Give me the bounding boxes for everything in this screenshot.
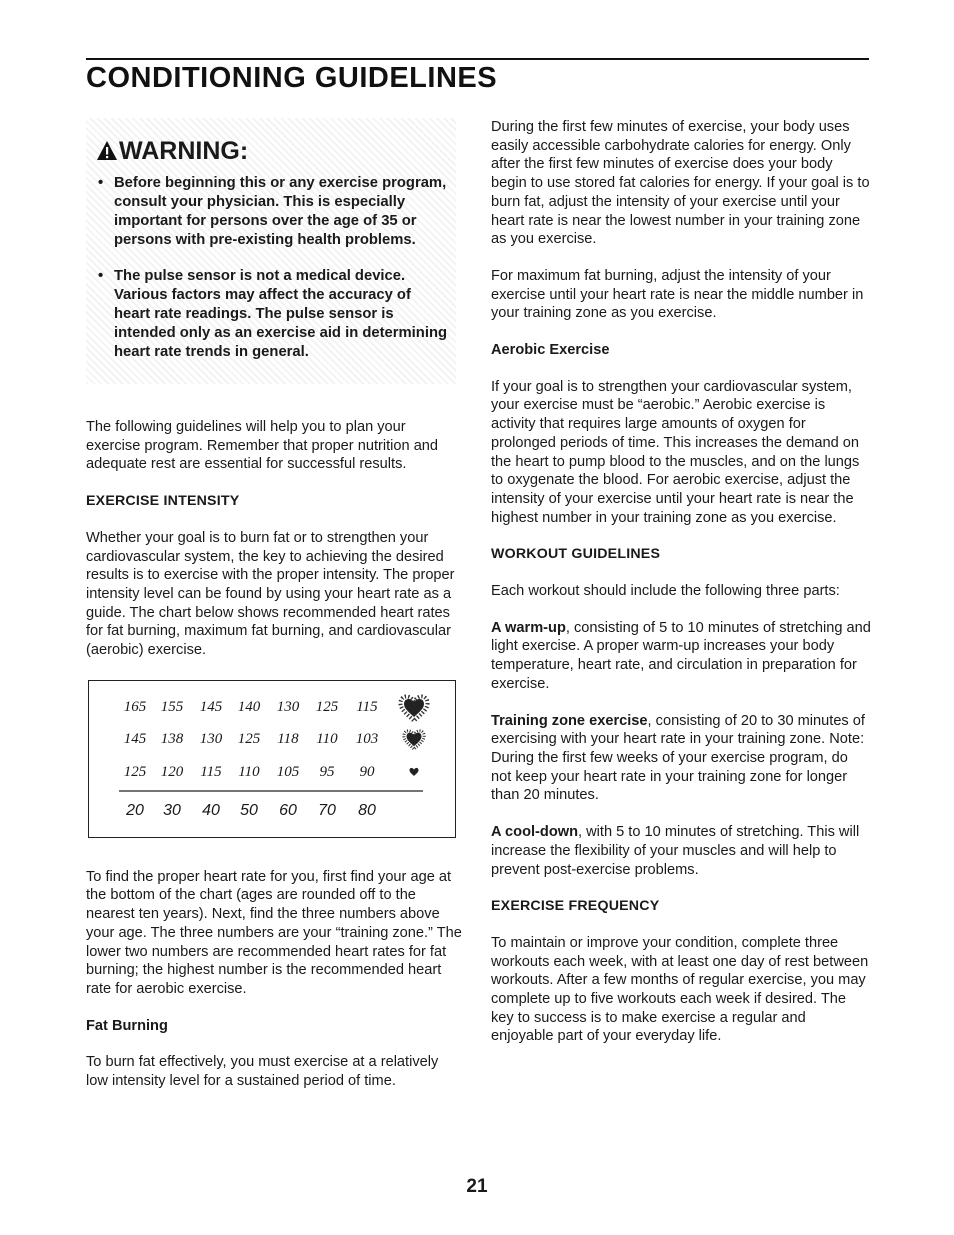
warning-item: • The pulse sensor is not a medical device. Various factors may affect the accuracy of heart rate readings. The pulse sensor is intended only as an exercise aid in determining heart rate trends in general.: [96, 267, 450, 362]
heart-rate-value: 103: [355, 730, 379, 747]
heart-rate-value: 165: [123, 698, 147, 715]
age-value: 80: [358, 801, 376, 819]
heart-rate-value: 145: [123, 730, 147, 747]
warning-box: [86, 118, 456, 384]
age-value: 20: [126, 801, 144, 819]
heart-large-icon: [401, 696, 428, 720]
heart-rate-value: 118: [277, 730, 299, 747]
page-title: CONDITIONING GUIDELINES: [86, 62, 498, 94]
find-rate-paragraph: To find the proper heart rate for you, first find your age at the bottom of the chart (ages are rounded off to the nearest ten years). Next, find the three numbers above your age. The three numbers are your “training zone.” The lower two numbers are recommended heart rates for fat burning; the highest number is the recommended heart rate for aerobic exercise.: [86, 868, 462, 997]
warning-heading: [96, 136, 450, 165]
heart-medium-icon: [404, 731, 424, 749]
exercise-intensity-heading: EXERCISE INTENSITY: [86, 493, 240, 510]
workout-intro-paragraph: Each workout should include the following three parts:: [491, 583, 840, 600]
heart-rate-value: 105: [276, 763, 300, 780]
heart-rate-value: 120: [160, 763, 184, 780]
training-zone-label: Training zone exercise: [491, 712, 648, 729]
heart-rate-value: 145: [199, 698, 223, 715]
heart-rate-value: 125: [237, 730, 261, 747]
age-value: 40: [202, 801, 220, 819]
fat-burning-heading: Fat Burning: [86, 1017, 168, 1034]
heart-rate-value: 130: [199, 730, 223, 747]
training-zone-text: , consisting of 20 to 30 minutes of exercising with your heart rate in your training zone. Note: During the first few weeks of your exercise program, do not keep your heart rate in your training zone for longer than 20 minutes.: [491, 712, 865, 804]
warning-title: WARNING:: [119, 136, 249, 165]
heart-rate-value: 130: [276, 698, 300, 715]
warmup-paragraph: [491, 619, 871, 694]
heart-rate-value: 125: [123, 763, 147, 780]
exercise-intensity-paragraph: Whether your goal is to burn fat or to strengthen your cardiovascular system, the key to achieving the desired results is to exercise with the proper intensity. The proper intensity level can be found by using your heart rate as a guide. The chart below shows recommended heart rates for fat burning, maximum fat burning, and cardiovascular (aerobic) exercise.: [86, 529, 455, 659]
warning-list: [96, 174, 450, 362]
intro-paragraph: The following guidelines will help you to plan your exercise program. Remember that proper nutrition and adequate rest are essential for successful results.: [86, 419, 439, 473]
aerobic-exercise-heading: Aerobic Exercise: [491, 342, 610, 359]
heart-small-icon: [410, 768, 419, 776]
heart-rate-value: 140: [237, 698, 261, 715]
age-value: 70: [318, 801, 336, 819]
heart-rate-value: 110: [316, 730, 338, 747]
warmup-text: , consisting of 5 to 10 minutes of stretching and light exercise. A proper warm-up increases your body temperature, heart rate, and circulation in preparation for exercise.: [491, 619, 871, 692]
heart-rate-value: 115: [200, 763, 222, 780]
fat-burning-paragraph-1: During the first few minutes of exercise, your body uses easily accessible carbohydrate calories for energy. Only after the first few minutes of exercise does your body begin to use stored fat calories for energy. If your goal is to burn fat, adjust the intensity of your exercise until your heart rate is near the lowest number in your training zone as you exercise.: [491, 119, 870, 248]
exercise-frequency-heading: EXERCISE FREQUENCY: [491, 898, 660, 915]
heart-rate-chart-svg: [89, 681, 454, 836]
cooldown-text: , with 5 to 10 minutes of stretching. This will increase the flexibility of your muscles and will help to prevent post-exercise problems.: [491, 824, 860, 878]
fat-burning-paragraph-2: For maximum fat burning, adjust the intensity of your exercise until your heart rate is near the middle number in your training zone as you exercise.: [491, 267, 864, 322]
exercise-frequency-paragraph: To maintain or improve your condition, complete three workouts each week, with at least one day of rest between workouts. After a few months of regular exercise, you may complete up to five workouts each week if desired. The key to success is to make exercise a regular and enjoyable part of your everyday life.: [491, 934, 869, 1045]
heart-rate-value: 115: [356, 698, 378, 715]
warning-item: • Before beginning this or any exercise program, consult your physician. This is especially important for persons over the age of 35 or persons with pre-existing health problems.: [96, 174, 450, 250]
heart-rate-value: 90: [359, 763, 375, 780]
heart-rate-value: 110: [238, 763, 260, 780]
training-zone-paragraph: [491, 712, 871, 806]
age-value: 30: [163, 801, 181, 819]
fat-burning-paragraph: To burn fat effectively, you must exercise at a relatively low intensity level for a sustained period of time.: [86, 1054, 439, 1090]
page-number: 21: [466, 1176, 488, 1197]
aerobic-exercise-paragraph: If your goal is to strengthen your cardiovascular system, your exercise must be “aerobic.” Aerobic exercise is activity that requires large amounts of oxygen for prolonged periods of time. This increases the demand on the heart to pump blood to the muscles, and on the lungs to oxygenate the blood. For aerobic exercise, adjust the intensity of your exercise until your heart rate is near the highest number in your training zone as you exercise.: [491, 378, 860, 526]
heart-rate-value: 138: [160, 730, 184, 747]
warmup-label: A warm-up: [491, 619, 566, 636]
heart-rate-value: 95: [319, 763, 335, 780]
cooldown-label: A cool-down: [491, 824, 579, 841]
age-value: 50: [240, 801, 258, 819]
age-value: 60: [279, 801, 297, 819]
cooldown-paragraph: [491, 823, 871, 879]
right-column: [491, 118, 871, 1064]
heart-rate-chart: [88, 680, 456, 838]
heart-rate-value: 155: [160, 698, 184, 715]
left-column: [86, 118, 464, 1109]
warning-triangle-icon: [96, 140, 118, 162]
workout-guidelines-heading: WORKOUT GUIDELINES: [491, 546, 661, 563]
heart-rate-value: 125: [315, 698, 339, 715]
title-rule: [86, 58, 869, 60]
